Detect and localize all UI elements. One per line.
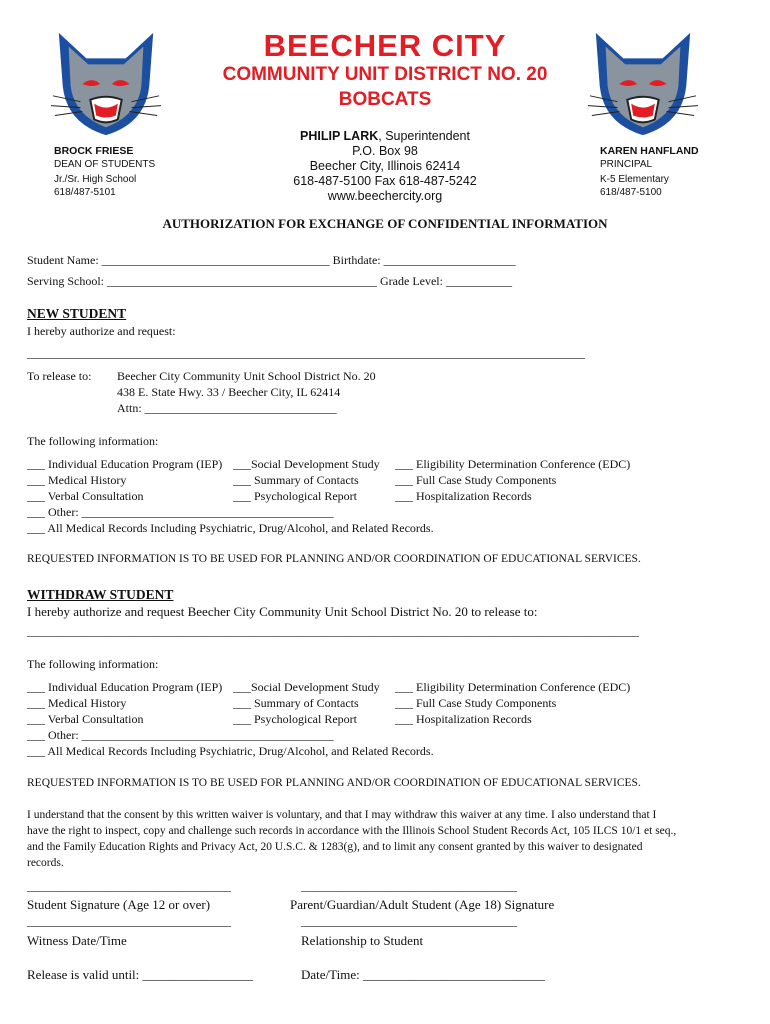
new-option-full-case[interactable]: ___ Full Case Study Components [395, 473, 557, 487]
new-student-heading: NEW STUDENT [27, 306, 127, 321]
witness-label: Witness Date/Time [27, 933, 127, 948]
withdraw-option-iep[interactable]: ___ Individual Education Program (IEP) [27, 680, 223, 694]
withdraw-option-psych[interactable]: ___ Psychological Report [233, 712, 357, 726]
student-signature-label: Student Signature (Age 12 or over) [27, 897, 211, 912]
new-option-social[interactable]: ___Social Development Study [233, 457, 380, 471]
withdraw-notice: REQUESTED INFORMATION IS TO BE USED FOR PLANNING AND/OR COORDINATION OF EDUCATIONAL SERVICES. [27, 777, 641, 789]
release-line-2: 438 E. State Hwy. 33 / Beecher City, IL 62414 [117, 385, 341, 399]
phone-fax: 618-487-5100 Fax 618-487-5242 [293, 174, 477, 188]
right-contact-school: K-5 Elementary [600, 174, 669, 185]
consent-line-3: and the Family Education Rights and Privacy Act, 20 U.S.C. & 1283(g), and to limit any consent granted by this waiver to designated [27, 841, 643, 853]
withdraw-option-summary[interactable]: ___ Summary of Contacts [233, 696, 359, 710]
student-name-field[interactable]: Student Name: ______________________________________ Birthdate: ______________________ [27, 253, 516, 267]
withdraw-student-heading: WITHDRAW STUDENT [27, 587, 174, 602]
new-following-label: The following information: [27, 434, 159, 448]
consent-line-1: I understand that the consent by this written waiver is voluntary, and that I may withdraw this waiver at any time. I also understand that I [27, 809, 657, 821]
new-option-all-medical[interactable]: ___ All Medical Records Including Psychiatric, Drug/Alcohol, and Related Records. [27, 521, 434, 535]
city-address: Beecher City, Illinois 62414 [309, 159, 461, 173]
new-option-iep[interactable]: ___ Individual Education Program (IEP) [27, 457, 223, 471]
withdraw-option-hospital[interactable]: ___ Hospitalization Records [395, 712, 532, 726]
parent-signature-label: Parent/Guardian/Adult Student (Age 18) Signature [290, 897, 555, 912]
witness-line[interactable]: __________________________________ [27, 914, 231, 928]
student-signature-line[interactable]: __________________________________ [27, 879, 231, 893]
new-option-verbal[interactable]: ___ Verbal Consultation [27, 489, 144, 503]
withdraw-authorize: I hereby authorize and request Beecher City Community Unit School District No. 20 to release to: [27, 604, 538, 619]
superintendent-line [235, 129, 535, 144]
withdraw-option-full-case[interactable]: ___ Full Case Study Components [395, 696, 557, 710]
new-option-medical[interactable]: ___ Medical History [27, 473, 127, 487]
new-student-blank-line[interactable]: _____________________________________________________________________________________________ [27, 346, 585, 360]
withdraw-option-all-medical[interactable]: ___ All Medical Records Including Psychiatric, Drug/Alcohol, and Related Records. [27, 744, 434, 758]
left-contact-school: Jr./Sr. High School [54, 174, 137, 185]
release-attn-field[interactable]: Attn: ________________________________ [117, 401, 337, 415]
new-option-summary[interactable]: ___ Summary of Contacts [233, 473, 359, 487]
relationship-line[interactable]: ____________________________________ [301, 914, 517, 928]
district-subtitle: COMMUNITY UNIT DISTRICT NO. 20 [222, 64, 548, 85]
withdraw-option-other[interactable]: ___ Other: __________________________________________ [27, 728, 334, 742]
right-contact-phone: 618/487-5100 [600, 187, 662, 198]
withdraw-blank-line[interactable]: ______________________________________________________________________________________________________ [27, 624, 639, 638]
right-contact-role: PRINCIPAL [600, 159, 653, 170]
release-to-label: To release to: [27, 369, 92, 383]
release-line-1: Beecher City Community Unit School District No. 20 [117, 369, 376, 383]
mascot-name: BOBCATS [338, 89, 432, 110]
serving-school-field[interactable]: Serving School: _____________________________________________ Grade Level: ___________ [27, 274, 512, 288]
withdraw-option-social[interactable]: ___Social Development Study [233, 680, 380, 694]
website-link[interactable]: www.beechercity.org [327, 189, 443, 203]
left-contact-role: DEAN OF STUDENTS [54, 159, 156, 170]
district-title: BEECHER CITY [263, 28, 507, 63]
right-contact-name: KAREN HANFLAND [600, 145, 699, 157]
parent-signature-line[interactable]: ____________________________________ [301, 879, 517, 893]
form-title: AUTHORIZATION FOR EXCHANGE OF CONFIDENTIAL INFORMATION [162, 216, 608, 231]
withdraw-option-verbal[interactable]: ___ Verbal Consultation [27, 712, 144, 726]
left-contact-phone: 618/487-5101 [54, 187, 116, 198]
po-box: P.O. Box 98 [352, 144, 418, 158]
new-option-psych[interactable]: ___ Psychological Report [233, 489, 357, 503]
superintendent-name: PHILIP LARK [300, 129, 379, 143]
release-valid-until-field[interactable]: Release is valid until: _________________ [27, 967, 254, 982]
new-student-authorize: I hereby authorize and request: [27, 324, 176, 338]
left-contact-name: BROCK FRIESE [54, 145, 134, 157]
new-option-other[interactable]: ___ Other: __________________________________________ [27, 505, 334, 519]
new-notice: REQUESTED INFORMATION IS TO BE USED FOR PLANNING AND/OR COORDINATION OF EDUCATIONAL SERVICES. [27, 553, 641, 565]
consent-line-4: records. [27, 857, 64, 869]
new-option-hospital[interactable]: ___ Hospitalization Records [395, 489, 532, 503]
withdraw-following-label: The following information: [27, 657, 159, 671]
withdraw-option-edc[interactable]: ___ Eligibility Determination Conference (EDC) [395, 680, 631, 694]
new-option-edc[interactable]: ___ Eligibility Determination Conference (EDC) [395, 457, 631, 471]
relationship-label: Relationship to Student [301, 933, 424, 948]
date-time-field[interactable]: Date/Time: ____________________________ [301, 967, 545, 982]
consent-line-2: have the right to inspect, copy and challenge such records in accordance with the Illinois School Student Records Act, 105 ILCS 10/1 et seq., [27, 825, 677, 837]
superintendent-title: , Superintendent [378, 129, 470, 143]
withdraw-option-medical[interactable]: ___ Medical History [27, 696, 127, 710]
